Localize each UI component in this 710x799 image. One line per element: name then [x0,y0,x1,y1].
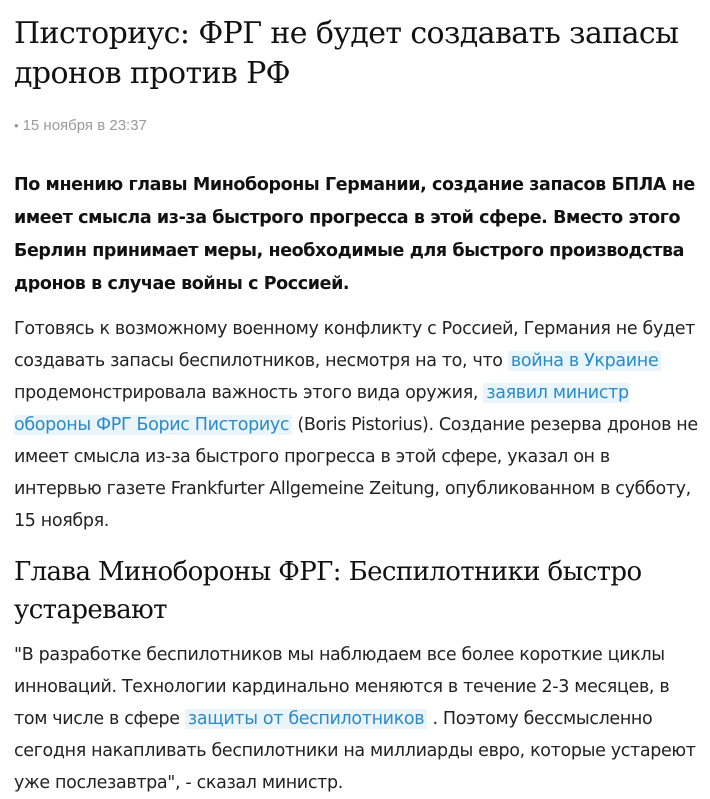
paragraph-2-quote [14,639,698,799]
meta-bullet: • [14,117,19,133]
article [14,0,698,799]
article-title: Писториус: ФРГ не будет создавать запасы дронов против РФ [14,16,679,91]
paragraph-1-text-b: продемонстрировала важность этого вида оружия, [14,383,484,403]
paragraph-1-text-a: Готовясь к возможному военному конфликту с Россией, Германия не будет создавать запасы беспилотников, несмотря на то, что [14,319,695,371]
link-minister-statement[interactable]: заявил министр обороны ФРГ Борис Писториус [14,383,629,435]
paragraph-2-text-a: "В разработке беспилотников мы наблюдаем все более короткие циклы инноваций. Технологии кардинально меняются в течение 2-3 месяцев, в том числе в сфере [14,645,670,729]
article-meta [14,114,698,136]
link-war-in-ukraine[interactable]: война в Украине [508,351,661,371]
publish-date: 15 ноября в 23:37 [22,116,147,134]
paragraph-2-text-b: . Поэтому бессмысленно сегодня накапливать беспилотники на миллиарды евро, которые устареют уже послезавтра", - сказал министр. [14,709,696,793]
article-lead: По мнению главы Минобороны Германии, создание запасов БПЛА не имеет смысла из-за быстрого прогресса в этой сфере. Вместо этого Берлин принимает меры, необходимые для быстрого производства дронов в случае войны с Россией. [14,175,695,294]
paragraph-1 [14,313,698,537]
section-heading: Глава Минобороны ФРГ: Беспилотники быстро устаревают [14,557,642,625]
paragraph-1-text-c: (Boris Pistorius). Создание резерва дронов не имеет смысла из-за быстрого прогресса в этой сфере, указал он в интервью газете Frankfurter Allgemeine Zeitung, опубликованном в субботу, 15 ноября. [14,415,698,531]
link-drone-defense[interactable]: защиты от беспилотников [185,709,427,729]
